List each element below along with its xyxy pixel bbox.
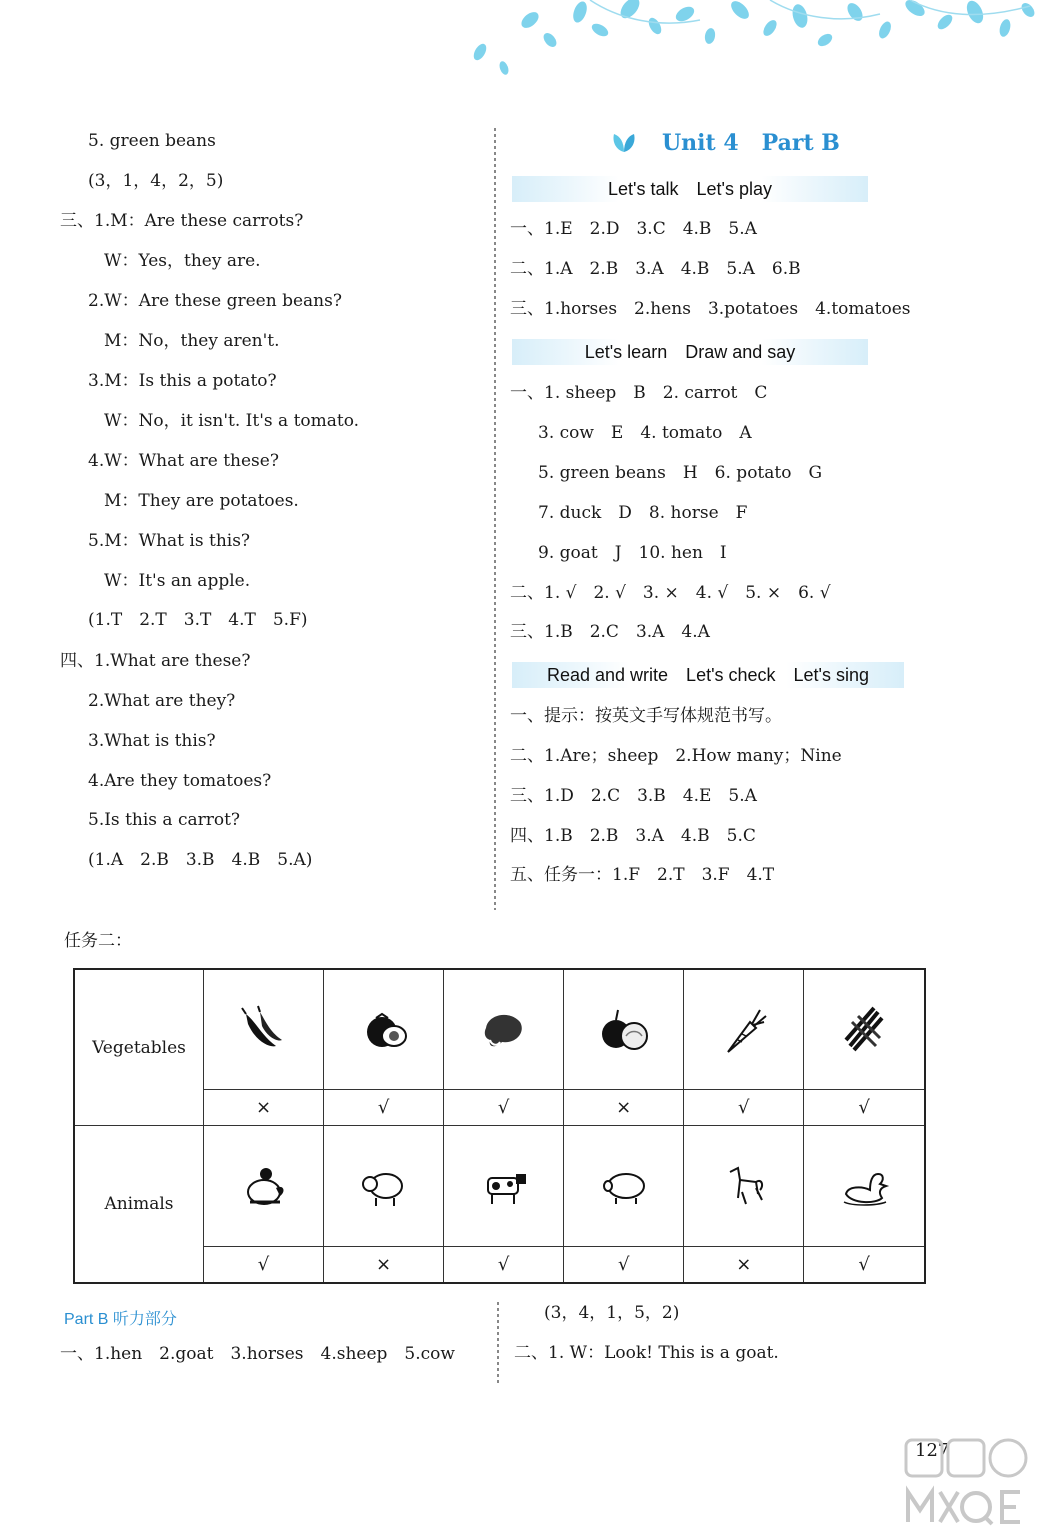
answer-line: 7. duck D 8. horse F (538, 503, 748, 523)
potato-icon (476, 1002, 532, 1058)
answer-line: 三、1.B 2.C 3.A 4.A (510, 622, 710, 642)
answer-line: 2.W：Are these green beans? (88, 291, 342, 311)
picture-cell (564, 969, 684, 1090)
mark-cell: √ (444, 1090, 564, 1126)
picture-cell (444, 1126, 564, 1247)
watermark-logo (900, 1430, 1030, 1530)
answer-line: (3，4，1，5，2) (544, 1303, 680, 1323)
picture-cell (444, 969, 564, 1090)
mark-cell: × (564, 1090, 684, 1126)
leaves-decoration (440, 0, 1039, 90)
task2-table (73, 968, 926, 1284)
part-b-heading: Part B 听力部分 (64, 1311, 177, 1328)
answer-line: 四、1.B 2.B 3.A 4.B 5.C (510, 826, 756, 846)
answer-line: 9. goat J 10. hen I (538, 543, 727, 563)
row-label-animals: Animals (74, 1126, 204, 1283)
row-label-vegetables: Vegetables (74, 969, 204, 1126)
answer-line: 4.W：What are these? (88, 451, 279, 471)
tomatoes-icon (356, 1002, 412, 1058)
answer-line: W：It's an apple. (104, 571, 251, 591)
picture-cell (204, 1126, 324, 1247)
picture-cell (684, 969, 804, 1090)
mark-cell: √ (444, 1247, 564, 1283)
section-heading: Let's learn Draw and say (512, 339, 868, 365)
green-beans-icon (836, 1002, 892, 1058)
mark-cell: √ (204, 1247, 324, 1283)
unit-label: Unit 4 (662, 130, 739, 156)
answer-line: 二、1.Are；sheep 2.How many；Nine (510, 746, 842, 766)
picture-cell (324, 969, 444, 1090)
answer-line: 五、任务一：1.F 2.T 3.F 4.T (510, 865, 775, 885)
column-divider (497, 1302, 499, 1386)
answer-line: (1.T 2.T 3.T 4.T 5.F) (88, 610, 308, 630)
answer-line: 三、1.D 2.C 3.B 4.E 5.A (510, 786, 757, 806)
mark-cell: √ (804, 1090, 925, 1126)
cow-icon (476, 1158, 532, 1214)
answer-line: (3，1，4，2，5) (88, 171, 224, 191)
mark-cell: √ (564, 1247, 684, 1283)
answer-line: 3. cow E 4. tomato A (538, 423, 752, 443)
carrot-icon (716, 1002, 772, 1058)
onion-icon (596, 1002, 652, 1058)
part-label: Part B (761, 130, 840, 156)
answer-line: 5. green beans (88, 131, 216, 151)
answer-line: 三、1.horses 2.hens 3.potatoes 4.tomatoes (510, 299, 911, 319)
chili-peppers-icon (236, 1002, 292, 1058)
unit-title (662, 130, 840, 156)
leaf-icon (610, 132, 638, 154)
answer-line: M：No，they aren't. (104, 331, 280, 351)
section-heading: Read and write Let's check Let's sing (512, 662, 904, 688)
picture-cell (324, 1126, 444, 1247)
horse-icon (716, 1158, 772, 1214)
answer-line: 一、1.E 2.D 3.C 4.B 5.A (510, 219, 757, 239)
mark-cell: √ (684, 1090, 804, 1126)
picture-cell (684, 1126, 804, 1247)
column-divider (494, 128, 496, 910)
mark-cell: √ (324, 1090, 444, 1126)
answer-line: 4.Are they tomatoes? (88, 771, 272, 791)
answer-line: (1.A 2.B 3.B 4.B 5.A) (88, 850, 313, 870)
answer-line: 5.M：What is this? (88, 531, 251, 551)
page-number: 127 (915, 1440, 950, 1461)
mark-cell: √ (804, 1247, 925, 1283)
picture-cell (204, 969, 324, 1090)
answer-line: 3.What is this? (88, 731, 216, 751)
answer-line: 四、1.What are these? (60, 651, 251, 671)
answer-line: 二、1.A 2.B 3.A 4.B 5.A 6.B (510, 259, 801, 279)
answer-line: 一、提示：按英文手写体规范书写。 (510, 706, 782, 726)
answer-line: 三、1.M：Are these carrots? (60, 211, 304, 231)
answer-line: 2.What are they? (88, 691, 236, 711)
answer-line: 5. green beans H 6. potato G (538, 463, 823, 483)
section-heading: Let's talk Let's play (512, 176, 868, 202)
mark-cell: × (684, 1247, 804, 1283)
sheep-icon (356, 1158, 412, 1214)
picture-cell (564, 1126, 684, 1247)
answer-line: 二、1. √ 2. √ 3. × 4. √ 5. × 6. √ (510, 583, 831, 603)
pig-icon (596, 1158, 652, 1214)
answer-line: W：Yes，they are. (104, 251, 261, 271)
hen-icon (236, 1158, 292, 1214)
picture-cell (804, 969, 925, 1090)
duck-icon (836, 1158, 892, 1214)
answer-line: 3.M：Is this a potato? (88, 371, 277, 391)
answer-line: M：They are potatoes. (104, 491, 299, 511)
answer-line: 5.Is this a carrot? (88, 810, 241, 830)
answer-line: W：No，it isn't. It's a tomato. (104, 411, 360, 431)
answer-line: 一、1. sheep B 2. carrot C (510, 383, 768, 403)
mark-cell: × (204, 1090, 324, 1126)
picture-cell (804, 1126, 925, 1247)
mark-cell: × (324, 1247, 444, 1283)
answer-line: 二、1. W：Look! This is a goat. (514, 1343, 779, 1363)
answer-line: 一、1.hen 2.goat 3.horses 4.sheep 5.cow (60, 1344, 455, 1364)
task2-label: 任务二： (64, 931, 132, 951)
